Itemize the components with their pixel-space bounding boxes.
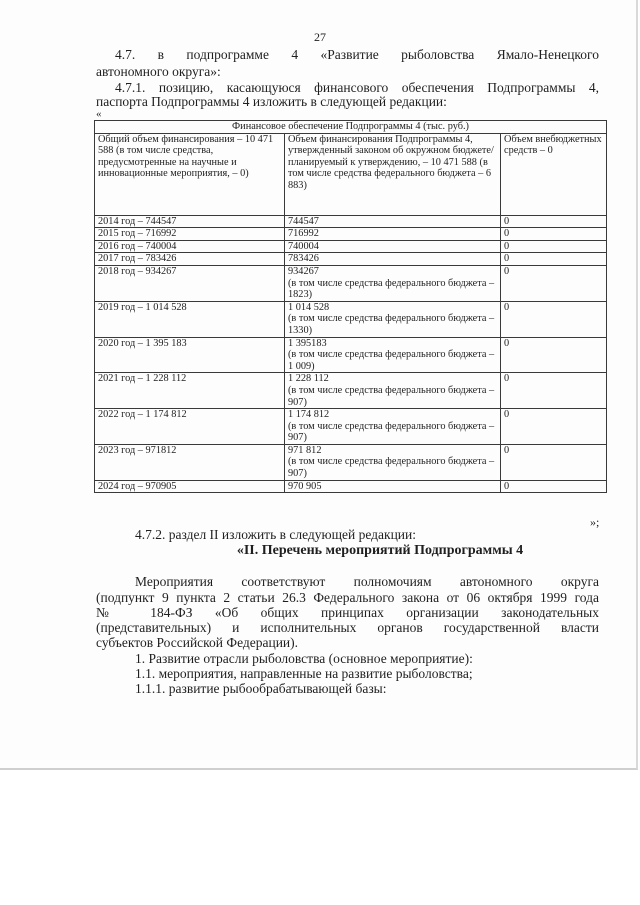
page-number: 27 xyxy=(314,30,326,44)
table-row xyxy=(95,301,607,337)
row-federal-note: (в том числе средства федерального бюджета – 907) xyxy=(288,384,495,408)
row-year-total: 2018 год – 934267 xyxy=(95,265,285,301)
quote-open-mark: « xyxy=(96,108,102,120)
row-federal-note: (в том числе средства федерального бюджета – 907) xyxy=(288,420,495,444)
row-year-total: 2023 год – 971812 xyxy=(95,444,285,480)
intro-line-1: 4.7. в подпрограмме 4 «Развитие рыболовства Ямало-Ненецкого xyxy=(115,47,599,62)
row-approved-amount xyxy=(285,409,501,445)
row-extrabudgetary: 0 xyxy=(501,301,607,337)
row-extrabudgetary: 0 xyxy=(501,240,607,253)
table-caption-row xyxy=(95,121,607,134)
table-row xyxy=(95,253,607,266)
row-extrabudgetary: 0 xyxy=(501,337,607,373)
row-approved-amount xyxy=(285,480,501,493)
header-approved-financing: Объем финансирования Подпрограммы 4, утвержденный законом об окружном бюджете/планируемый к утверждению, – 10 471 588 (в том числе средства федерального бюджета – 6 883) xyxy=(285,133,501,215)
row-year-total: 2020 год – 1 395 183 xyxy=(95,337,285,373)
list-item-1-1: 1.1. мероприятия, направленные на развитие рыболовства; xyxy=(135,666,473,681)
table-header-row xyxy=(95,133,607,215)
row-extrabudgetary: 0 xyxy=(501,215,607,228)
section-lead: 4.7.2. раздел II изложить в следующей редакции: xyxy=(135,527,417,542)
row-amount-value: 1 228 112 xyxy=(288,373,329,385)
table-row xyxy=(95,215,607,228)
row-amount-value: 1 395183 xyxy=(288,337,327,349)
row-extrabudgetary: 0 xyxy=(501,409,607,445)
header-extrabudgetary: Объем внебюджетных средств – 0 xyxy=(501,133,607,215)
row-amount-value: 740004 xyxy=(288,240,319,252)
table-row xyxy=(95,409,607,445)
row-extrabudgetary: 0 xyxy=(501,373,607,409)
para-line-2: (подпункт 9 пункта 2 статьи 26.3 Федерального закона от 06 октября 1999 года xyxy=(96,590,599,605)
row-year-total: 2022 год – 1 174 812 xyxy=(95,409,285,445)
list-item-1-1-1: 1.1.1. развитие рыбообрабатывающей базы: xyxy=(135,681,387,696)
row-approved-amount xyxy=(285,337,501,373)
row-amount-value: 1 174 812 xyxy=(288,409,330,421)
quote-close-mark: »; xyxy=(590,515,600,529)
row-approved-amount xyxy=(285,215,501,228)
row-extrabudgetary: 0 xyxy=(501,228,607,241)
row-year-total: 2024 год – 970905 xyxy=(95,480,285,493)
para-line-1: Мероприятия соответствуют полномочиям автономного округа xyxy=(135,574,599,589)
row-approved-amount xyxy=(285,240,501,253)
row-amount-value: 971 812 xyxy=(288,444,322,456)
row-amount-value: 1 014 528 xyxy=(288,301,330,313)
row-year-total: 2015 год – 716992 xyxy=(95,228,285,241)
header-total-financing: Общий объем финансирования – 10 471 588 (в том числе средства, предусмотренные на научные и инновационные мероприятия, – 0) xyxy=(95,133,285,215)
table-row xyxy=(95,480,607,493)
table-caption: Финансовое обеспечение Подпрограммы 4 (тыс. руб.) xyxy=(95,121,607,134)
row-year-total: 2016 год – 740004 xyxy=(95,240,285,253)
row-year-total: 2019 год – 1 014 528 xyxy=(95,301,285,337)
row-approved-amount xyxy=(285,444,501,480)
row-approved-amount xyxy=(285,301,501,337)
section-heading: «II. Перечень мероприятий Подпрограммы 4 xyxy=(236,543,524,558)
row-year-total: 2021 год – 1 228 112 xyxy=(95,373,285,409)
row-approved-amount xyxy=(285,253,501,266)
row-extrabudgetary: 0 xyxy=(501,480,607,493)
financing-table xyxy=(94,120,607,493)
intro-line-3: 4.7.1. позицию, касающуюся финансового обеспечения Подпрограммы 4, xyxy=(115,80,599,95)
row-extrabudgetary: 0 xyxy=(501,265,607,301)
table-row xyxy=(95,228,607,241)
row-amount-value: 744547 xyxy=(288,215,319,227)
row-federal-note: (в том числе средства федерального бюджета – 1 009) xyxy=(288,349,495,372)
table-row xyxy=(95,444,607,480)
para-line-5: субъектов Российской Федерации). xyxy=(96,635,299,650)
table-row xyxy=(95,373,607,409)
row-federal-note: (в том числе средства федерального бюджета – 1330) xyxy=(288,313,495,336)
para-line-4: (представительных) и исполнительных органов государственной власти xyxy=(96,620,599,635)
row-year-total: 2017 год – 783426 xyxy=(95,253,285,266)
row-extrabudgetary: 0 xyxy=(501,253,607,266)
row-year-total: 2014 год – 744547 xyxy=(95,215,285,228)
row-amount-value: 716992 xyxy=(288,228,319,240)
table-row xyxy=(95,265,607,301)
intro-line-2: автономного округа»: xyxy=(96,64,221,79)
row-federal-note: (в том числе средства федерального бюджета – 907) xyxy=(288,456,495,480)
table-row xyxy=(95,337,607,373)
table-row xyxy=(95,240,607,253)
row-approved-amount xyxy=(285,373,501,409)
para-line-3: № 184-ФЗ «Об общих принципах организации законодательных xyxy=(96,605,599,620)
list-item-1: 1. Развитие отрасли рыболовства (основное мероприятие): xyxy=(135,651,473,666)
row-amount-value: 934267 xyxy=(288,265,319,277)
row-amount-value: 970 905 xyxy=(288,480,322,492)
row-federal-note: (в том числе средства федерального бюджета – 1823) xyxy=(288,277,495,301)
row-approved-amount xyxy=(285,228,501,241)
row-approved-amount xyxy=(285,265,501,301)
intro-line-4: паспорта Подпрограммы 4 изложить в следующей редакции: xyxy=(96,94,447,109)
row-amount-value: 783426 xyxy=(288,253,319,265)
row-extrabudgetary: 0 xyxy=(501,444,607,480)
